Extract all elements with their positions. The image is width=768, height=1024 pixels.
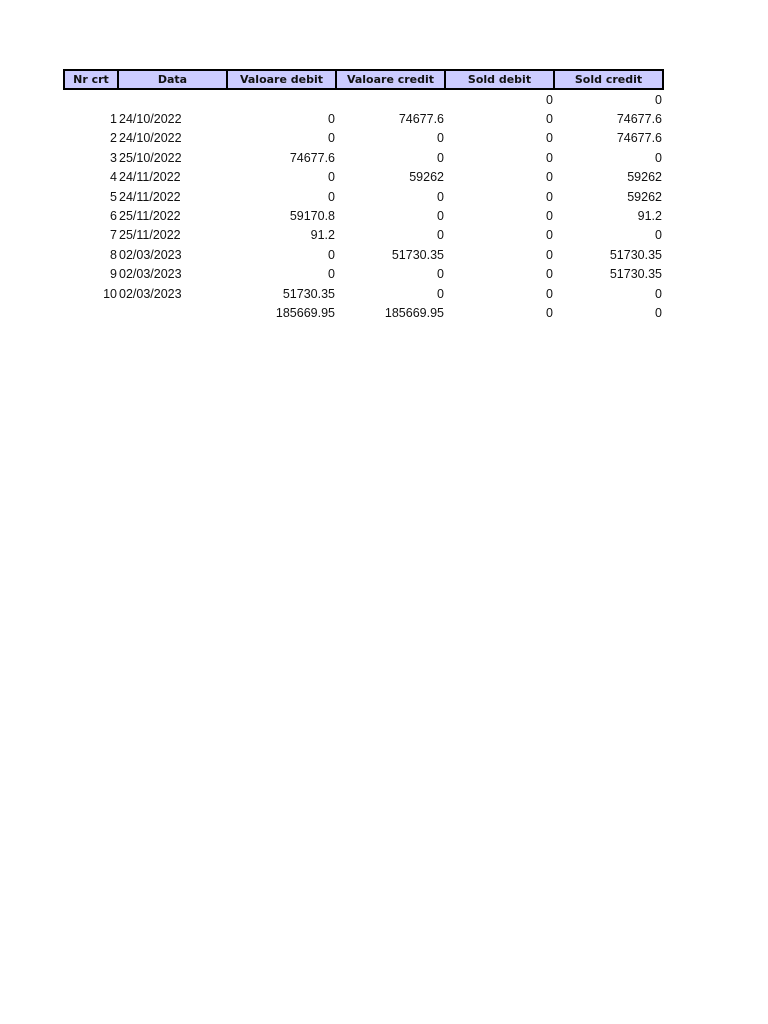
date-cell bbox=[118, 89, 227, 109]
sold-debit-cell: 0 bbox=[546, 209, 553, 224]
valoare-credit-cell: 0 bbox=[437, 209, 444, 224]
sold-debit-cell: 0 bbox=[546, 189, 553, 204]
nr-crt-cell: 10 bbox=[103, 286, 117, 301]
date-cell: 25/11/2022 bbox=[119, 228, 181, 243]
date-cell: 24/10/2022 bbox=[119, 131, 182, 146]
header-sold-debit: Sold debit bbox=[445, 70, 554, 89]
valoare-credit-cell: 0 bbox=[437, 189, 444, 204]
nr-crt-cell: 4 bbox=[110, 170, 117, 185]
sold-debit-cell: 0 bbox=[546, 247, 553, 262]
valoare-credit-cell: 0 bbox=[437, 267, 444, 282]
valoare-debit-cell: 0 bbox=[328, 170, 335, 185]
sold-credit-cell: 0 bbox=[655, 305, 662, 320]
table-row bbox=[64, 89, 663, 109]
valoare-debit-cell: 0 bbox=[328, 189, 335, 204]
nr-crt-cell: 9 bbox=[110, 267, 117, 282]
valoare-debit-cell: 74677.6 bbox=[289, 150, 335, 165]
date-cell: 25/10/2022 bbox=[119, 150, 182, 165]
table-row bbox=[64, 206, 663, 225]
table-row bbox=[64, 129, 663, 148]
nr-crt-cell: 3 bbox=[110, 150, 117, 165]
header-nr-crt: Nr crt bbox=[64, 70, 118, 89]
valoare-credit-cell: 74677.6 bbox=[398, 112, 444, 127]
header-sold-credit: Sold credit bbox=[554, 70, 663, 89]
valoare-credit-cell: 51730.35 bbox=[391, 247, 444, 262]
valoare-debit-cell: 0 bbox=[328, 131, 335, 146]
valoare-debit-cell bbox=[227, 89, 336, 109]
nr-crt-cell: 7 bbox=[110, 228, 117, 243]
table-body bbox=[64, 89, 663, 323]
header-valoare-credit: Valoare credit bbox=[336, 70, 445, 89]
date-cell: 02/03/2023 bbox=[119, 286, 182, 301]
valoare-credit-cell: 0 bbox=[437, 286, 444, 301]
sold-credit-cell: 51730.35 bbox=[609, 267, 662, 282]
sold-debit-cell: 0 bbox=[546, 228, 553, 243]
valoare-credit-cell: 0 bbox=[437, 131, 444, 146]
sold-credit-cell: 0 bbox=[655, 228, 662, 243]
table-row bbox=[64, 226, 663, 245]
valoare-credit-cell: 0 bbox=[437, 150, 444, 165]
table-row bbox=[64, 245, 663, 264]
date-cell: 24/11/2022 bbox=[119, 189, 181, 204]
sold-credit-cell: 59262 bbox=[627, 170, 662, 185]
sold-credit-cell: 51730.35 bbox=[609, 247, 662, 262]
sold-credit-cell: 0 bbox=[655, 286, 662, 301]
sold-debit-cell: 0 bbox=[546, 286, 553, 301]
valoare-credit-cell: 59262 bbox=[409, 170, 444, 185]
valoare-credit-cell: 0 bbox=[437, 228, 444, 243]
sold-credit-cell: 74677.6 bbox=[616, 131, 662, 146]
sold-debit-cell: 0 bbox=[546, 131, 553, 146]
table-header bbox=[64, 70, 663, 89]
sold-debit-cell: 0 bbox=[546, 305, 553, 320]
nr-crt-cell bbox=[64, 303, 118, 322]
header-valoare-debit: Valoare debit bbox=[227, 70, 336, 89]
table-row bbox=[64, 303, 663, 322]
sold-credit-cell: 59262 bbox=[627, 189, 662, 204]
sold-credit-cell: 74677.6 bbox=[616, 112, 662, 127]
table-row bbox=[64, 109, 663, 128]
sold-debit-cell: 0 bbox=[546, 267, 553, 282]
table-row bbox=[64, 265, 663, 284]
date-cell: 02/03/2023 bbox=[119, 267, 182, 282]
valoare-debit-cell: 0 bbox=[328, 112, 335, 127]
valoare-credit-cell: 185669.95 bbox=[384, 305, 444, 320]
nr-crt-cell: 5 bbox=[110, 189, 117, 204]
sold-credit-cell: 0 bbox=[655, 92, 662, 107]
sold-debit-cell: 0 bbox=[546, 112, 553, 127]
valoare-debit-cell: 59170.8 bbox=[289, 209, 335, 224]
valoare-credit-cell bbox=[336, 89, 445, 109]
sold-credit-cell: 91.2 bbox=[637, 209, 662, 224]
date-cell: 24/11/2022 bbox=[119, 170, 181, 185]
nr-crt-cell: 1 bbox=[110, 112, 117, 127]
table-row bbox=[64, 168, 663, 187]
nr-crt-cell bbox=[64, 89, 118, 109]
ledger-table bbox=[63, 69, 664, 323]
header-data: Data bbox=[118, 70, 227, 89]
valoare-debit-cell: 0 bbox=[328, 267, 335, 282]
valoare-debit-cell: 185669.95 bbox=[275, 305, 335, 320]
valoare-debit-cell: 91.2 bbox=[310, 228, 335, 243]
date-cell: 24/10/2022 bbox=[119, 112, 182, 127]
nr-crt-cell: 8 bbox=[110, 247, 117, 262]
sold-debit-cell: 0 bbox=[546, 150, 553, 165]
date-cell: 25/11/2022 bbox=[119, 209, 181, 224]
nr-crt-cell: 6 bbox=[110, 209, 117, 224]
date-cell: 02/03/2023 bbox=[119, 247, 182, 262]
valoare-debit-cell: 0 bbox=[328, 247, 335, 262]
table-row bbox=[64, 148, 663, 167]
table-row bbox=[64, 284, 663, 303]
nr-crt-cell: 2 bbox=[110, 131, 117, 146]
sold-debit-cell: 0 bbox=[546, 170, 553, 185]
valoare-debit-cell: 51730.35 bbox=[282, 286, 335, 301]
sold-debit-cell: 0 bbox=[546, 92, 553, 107]
sold-credit-cell: 0 bbox=[655, 150, 662, 165]
table-row bbox=[64, 187, 663, 206]
header-row bbox=[64, 70, 663, 89]
date-cell bbox=[118, 303, 227, 322]
